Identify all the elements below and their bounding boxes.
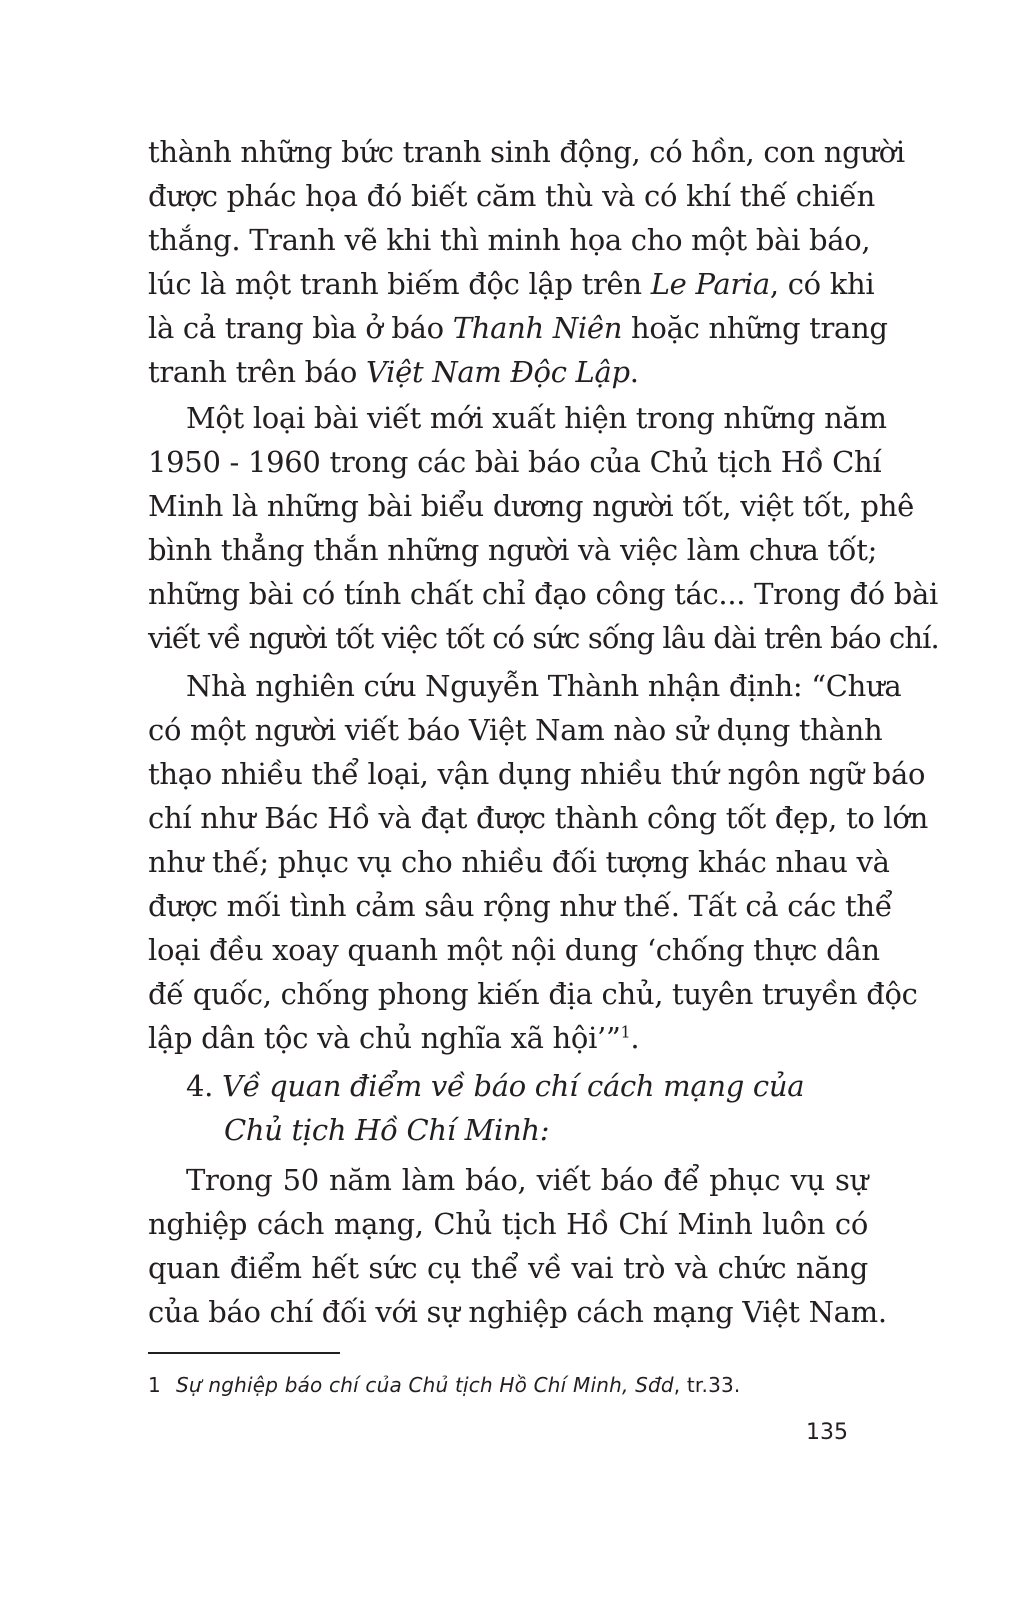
text-line: lúc là một tranh biếm độc lập trên Le Paria, có khi xyxy=(148,267,875,301)
heading-number: 4. xyxy=(186,1069,222,1103)
text-line: của báo chí đối với sự nghiệp cách mạng Việt Nam. xyxy=(148,1295,887,1329)
paragraph xyxy=(148,396,939,660)
publication-title: Việt Nam Độc Lập xyxy=(366,355,630,389)
page-number: 135 xyxy=(806,1420,848,1445)
text-line: được mối tình cảm sâu rộng như thế. Tất cả các thể xyxy=(148,889,893,923)
text-line: tranh trên báo Việt Nam Độc Lập. xyxy=(148,355,639,389)
text-line: Nhà nghiên cứu Nguyễn Thành nhận định: “Chưa xyxy=(186,669,902,703)
footnote-number: 1 xyxy=(148,1373,161,1397)
text-line: đế quốc, chống phong kiến địa chủ, tuyên truyền độc xyxy=(148,977,918,1011)
publication-title: Le Paria xyxy=(650,267,770,301)
text-line: như thế; phục vụ cho nhiều đối tượng khác nhau và xyxy=(148,845,890,879)
text-line: những bài có tính chất chỉ đạo công tác... Trong đó bài xyxy=(148,577,938,611)
text-line: thành những bức tranh sinh động, có hồn, con người xyxy=(148,135,905,169)
footnote-suffix: , tr.33. xyxy=(673,1373,741,1397)
text-line: chí như Bác Hồ và đạt được thành công tốt đẹp, to lớn xyxy=(148,801,928,835)
publication-title: Thanh Niên xyxy=(452,311,623,345)
footnote-source-title: Sự nghiệp báo chí của Chủ tịch Hồ Chí Minh, Sđd xyxy=(176,1373,674,1397)
text-line: Một loại bài viết mới xuất hiện trong những năm xyxy=(186,401,887,435)
footnote xyxy=(148,1370,868,1400)
section-heading xyxy=(186,1064,826,1152)
heading-title-line: Chủ tịch Hồ Chí Minh: xyxy=(224,1113,550,1147)
footnote-reference: 1 xyxy=(620,1022,631,1042)
heading-title-line: Về quan điểm về báo chí cách mạng của xyxy=(222,1069,805,1103)
paragraph-continued xyxy=(148,130,905,394)
paragraph-quote xyxy=(148,664,928,1060)
text-line: là cả trang bìa ở báo Thanh Niên hoặc những trang xyxy=(148,311,888,345)
footnote-divider xyxy=(148,1352,340,1354)
text-line: nghiệp cách mạng, Chủ tịch Hồ Chí Minh luôn có xyxy=(148,1207,868,1241)
text-line: 1950 - 1960 trong các bài báo của Chủ tịch Hồ Chí xyxy=(148,445,882,479)
text-line: loại đều xoay quanh một nội dung ‘chống thực dân xyxy=(148,933,880,967)
text-line: Trong 50 năm làm báo, viết báo để phục vụ sự xyxy=(186,1163,868,1197)
text-line: viết về người tốt việc tốt có sức sống lâu dài trên báo chí. xyxy=(148,621,939,655)
text-line: Minh là những bài biểu dương người tốt, việt tốt, phê xyxy=(148,489,914,523)
text-line: lập dân tộc và chủ nghĩa xã hội’”$^1$. xyxy=(148,1021,640,1055)
text-line: bình thẳng thắn những người và việc làm chưa tốt; xyxy=(148,533,878,567)
text-line: có một người viết báo Việt Nam nào sử dụng thành xyxy=(148,713,883,747)
text-line: thạo nhiều thể loại, vận dụng nhiều thứ ngôn ngữ báo xyxy=(148,757,926,791)
text-line: được phác họa đó biết căm thù và có khí thế chiến xyxy=(148,179,876,213)
paragraph xyxy=(148,1158,887,1334)
text-line: thắng. Tranh vẽ khi thì minh họa cho một bài báo, xyxy=(148,223,871,257)
text-line: quan điểm hết sức cụ thể về vai trò và chức năng xyxy=(148,1251,868,1285)
